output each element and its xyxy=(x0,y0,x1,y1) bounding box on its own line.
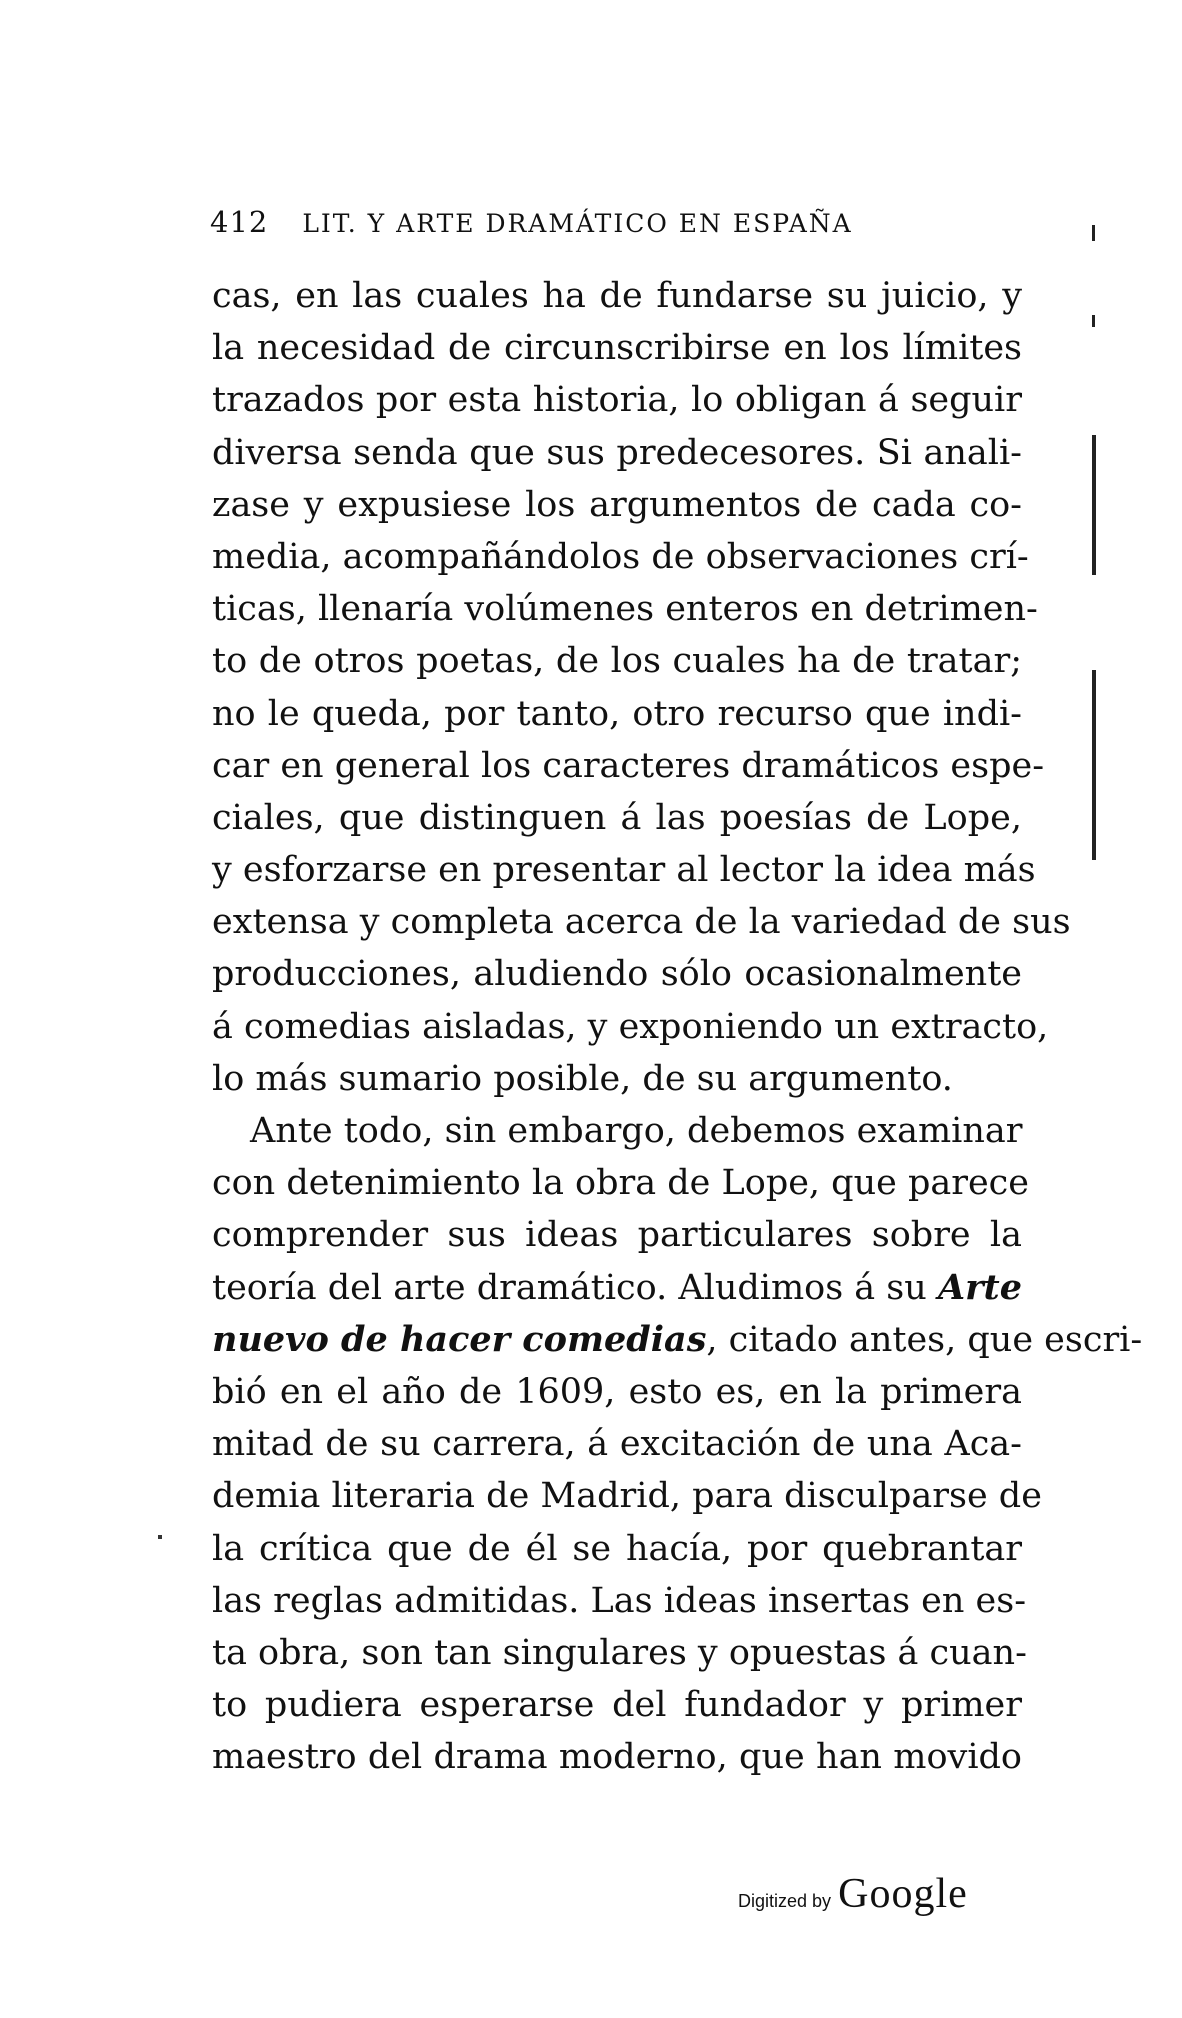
digitized-by-label: Digitized by xyxy=(738,1891,832,1911)
text-line: bió en el año de 1609, esto es, en la primera xyxy=(212,1371,1022,1412)
text-line: maestro del drama moderno, que han movido xyxy=(212,1737,1022,1778)
text-line: ciales, que distinguen á las poesías de Lope, xyxy=(212,797,1022,838)
body-text xyxy=(212,270,1143,1778)
text-line: y esforzarse en presentar al lector la idea más xyxy=(212,850,1036,891)
running-title: LIT. Y ARTE DRAMÁTICO EN ESPAÑA xyxy=(302,209,853,238)
text-line: to de otros poetas, de los cuales ha de tratar; xyxy=(212,641,1022,682)
work-title-fragment: nuevo de hacer comedias xyxy=(212,1318,707,1360)
text-line: Ante todo, sin embargo, debemos examinar xyxy=(250,1111,1023,1151)
text-line: ta obra, son tan singulares y opuestas á cuan- xyxy=(212,1632,1027,1673)
text-line: la crítica que de él se hacía, por quebrantar xyxy=(212,1528,1022,1569)
scan-mark xyxy=(1092,225,1095,241)
text-line: zase y expusiese los argumentos de cada co- xyxy=(212,484,1022,525)
text-line: comprender sus ideas particulares sobre la xyxy=(212,1215,1022,1256)
scan-mark xyxy=(1092,315,1095,327)
scan-mark xyxy=(1092,435,1096,575)
text-line: diversa senda que sus predecesores. Si anali- xyxy=(212,432,1022,473)
text-line: ticas, llenaría volúmenes enteros en detrimen- xyxy=(212,589,1038,630)
text-line: demia literaria de Madrid, para disculparse de xyxy=(212,1476,1042,1517)
text-line: extensa y completa acerca de la variedad de sus xyxy=(212,902,1071,943)
text-segment: teoría del arte dramático. Aludimos á su xyxy=(212,1267,927,1308)
scan-dot xyxy=(158,1535,162,1539)
text-line-with-title xyxy=(212,1314,1143,1366)
text-line: no le queda, por tanto, otro recurso que indi- xyxy=(212,693,1022,734)
text-line-with-title xyxy=(212,1262,1022,1314)
text-line: to pudiera esperarse del fundador y primer xyxy=(212,1685,1022,1726)
text-segment: , citado antes, que escri- xyxy=(706,1319,1143,1360)
scan-edge-marks xyxy=(1092,205,1104,885)
text-line: trazados por esta historia, lo obligan á seguir xyxy=(212,380,1022,421)
digitization-watermark xyxy=(738,1870,1038,1924)
text-line: media, acompañándolos de observaciones crí- xyxy=(212,536,1029,577)
google-wordmark: Google xyxy=(838,1871,968,1917)
work-title-fragment: Arte xyxy=(937,1266,1022,1308)
text-line: con detenimiento la obra de Lope, que parece xyxy=(212,1163,1029,1204)
text-line: cas, en las cuales ha de fundarse su juicio, y xyxy=(212,276,1022,316)
text-line: á comedias aisladas, y exponiendo un extracto, xyxy=(212,1006,1049,1047)
text-line: mitad de su carrera, á excitación de una Aca- xyxy=(212,1424,1022,1465)
running-head xyxy=(210,205,1010,245)
text-line: producciones, aludiendo sólo ocasionalmente xyxy=(212,954,1022,995)
text-line: car en general los caracteres dramáticos espe- xyxy=(212,745,1045,786)
text-line: lo más sumario posible, de su argumento. xyxy=(212,1058,953,1099)
scan-mark xyxy=(1092,670,1096,860)
text-line: las reglas admitidas. Las ideas insertas en es- xyxy=(212,1580,1027,1621)
text-line: la necesidad de circunscribirse en los límites xyxy=(212,328,1022,369)
page-number: 412 xyxy=(210,205,269,239)
